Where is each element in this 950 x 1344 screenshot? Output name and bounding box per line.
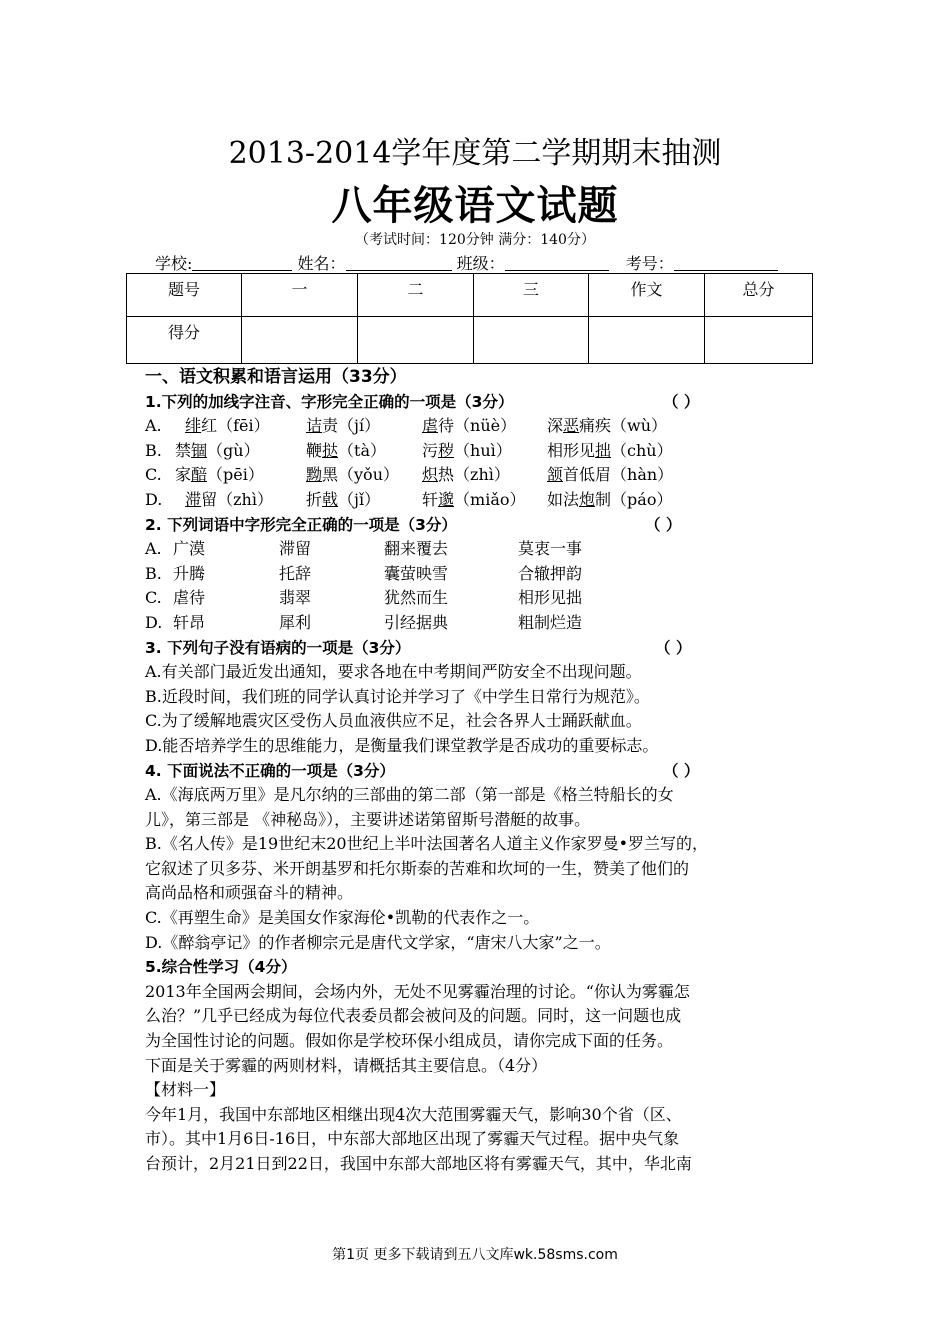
option-item: 托辞 [279, 563, 312, 583]
question-3-stem: 3. 下列句子没有语病的一项是（3分） [145, 638, 411, 657]
question-5-text: 市）。其中1月6日-16日，中东部大部地区出现了雾霾天气过程。据中央气象 [145, 1129, 680, 1149]
option-item: 升腾 [173, 563, 206, 583]
name-label: 姓名： [297, 254, 346, 273]
option-letter: B. [145, 563, 162, 583]
option-item: 虐待 [173, 588, 206, 608]
exam-content [145, 365, 825, 1177]
score-cell [474, 317, 589, 364]
question-1 [145, 390, 825, 415]
option-item: 家醅（pēi） [175, 465, 264, 485]
question-5-text: 么治？”几乎已经成为每位代表委员都会被问及的问题。同时，这一问题也成 [145, 1006, 682, 1026]
answer-paren: （ ） [645, 515, 682, 534]
option-item: 合辙押韵 [518, 563, 583, 583]
score-table [126, 273, 813, 364]
option-item: 诘责（jí） [306, 416, 381, 436]
score-row-label: 得分 [127, 317, 242, 364]
option-letter: C. [145, 465, 162, 485]
option-item: 折戟（jǐ） [306, 489, 381, 509]
answer-paren: （ ） [663, 392, 700, 411]
question-5-stem: 5.综合性学习（4分） [145, 958, 297, 977]
option-item: 相形见拙 [518, 588, 583, 608]
question-5-text: 台预计，2月21日到22日，我国中东部大部地区将有雾霾天气，其中，华北南 [145, 1154, 692, 1173]
question-3-option: B.近段时间，我们班的同学认真讨论并学习了《中学生日常行为规范》。 [145, 686, 650, 706]
option-item: 如法炮制（páo） [547, 489, 673, 509]
table-header-cell: 三 [474, 274, 589, 317]
option-letter: C. [145, 588, 162, 608]
option-item: 轩邈（miǎo） [422, 489, 526, 509]
option-item: 莫衷一事 [518, 539, 583, 559]
question-2-stem: 2. 下列词语中字形完全正确的一项是（3分） [145, 515, 457, 534]
question-5-text: 2013年全国两会期间，会场内外，无处不见雾霾治理的讨论。“你认为雾霾怎 [145, 981, 690, 1001]
option-item: 引经据典 [384, 612, 449, 632]
question-1-stem: 1.下列的加线字注音、字形完全正确的一项是（3分） [145, 392, 514, 411]
option-item: 滞留 [279, 539, 312, 559]
option-row [145, 537, 825, 562]
option-item: 虐待（nüè） [422, 416, 517, 436]
option-item: 轩昂 [173, 612, 206, 632]
score-cell [589, 317, 705, 364]
question-4-text: 它叙述了贝多芬、米开朗基罗和托尔斯泰的苦难和坎坷的一生，赞美了他们的 [145, 858, 690, 878]
question-2 [145, 513, 825, 538]
option-item: 翡翠 [279, 588, 312, 608]
question-1-options [145, 414, 825, 512]
name-blank [346, 254, 452, 271]
score-cell [358, 317, 474, 364]
class-label: 班级： [456, 254, 505, 273]
page-footer: 第1页 更多下载请到五八文库wk.58sms.com [332, 1247, 618, 1263]
option-letter: D. [145, 612, 163, 632]
section-1-title: 一、语文积累和语言运用（33分） [145, 367, 407, 387]
option-item: 滞留（zhì） [185, 489, 273, 509]
question-5-text: 下面是关于雾霾的两则材料，请概括其主要信息。（4分） [145, 1055, 548, 1075]
option-item: 深恶痛疾（wù） [547, 416, 668, 436]
table-header-cell: 二 [358, 274, 474, 317]
option-row [145, 463, 825, 488]
student-info-line [155, 251, 778, 274]
option-letter: A. [145, 416, 162, 436]
option-item: 鞭挞（tà） [306, 440, 387, 460]
material-1-heading: 【材料一】 [145, 1080, 226, 1100]
option-letter: D. [145, 489, 163, 509]
question-5-text: 今年1月，我国中东部地区相继出现4次大范围雾霾天气，影响30个省（区、 [145, 1104, 682, 1124]
table-header-cell: 作文 [589, 274, 705, 317]
question-4-text: 儿》，第三部是 《神秘岛》），主要讲述诺第留斯号潜艇的故事。 [145, 809, 591, 829]
question-4-text: A.《海底两万里》是凡尔纳的三部曲的第二部（第一部是《格兰特船长的女 [145, 785, 674, 805]
option-item: 黝黑（yǒu） [306, 465, 399, 485]
question-3 [145, 636, 825, 661]
question-3-option: D.能否培养学生的思维能力，是衡量我们课堂教学是否成功的重要标志。 [145, 735, 659, 755]
option-item: 炽热（zhì） [422, 465, 510, 485]
option-item: 污秽（huì） [422, 440, 512, 460]
option-item: 犀利 [279, 612, 312, 632]
exam-time-info: （考试时间：120分钟 满分：140分） [355, 232, 595, 248]
question-4-text: 高尚品格和顽强奋斗的精神。 [145, 883, 354, 903]
score-cell [242, 317, 358, 364]
option-row [145, 488, 825, 513]
score-table-header-row [127, 274, 813, 317]
class-blank [505, 254, 609, 271]
answer-paren: （ ） [655, 638, 692, 657]
option-row [145, 562, 825, 587]
exam-subject-title: 八年级语文试题 [331, 183, 619, 229]
exam-no-label: 考号： [625, 254, 674, 273]
option-row [145, 611, 825, 636]
score-table-score-row [127, 317, 813, 364]
option-item: 禁锢（gù） [175, 440, 260, 460]
question-3-option: A.有关部门最近发出通知，要求各地在中考期间严防安全不出现问题。 [145, 662, 642, 682]
option-item: 翻来覆去 [384, 539, 449, 559]
question-3-option: C.为了缓解地震灾区受伤人员血液供应不足，社会各界人士踊跃献血。 [145, 711, 642, 731]
option-item: 相形见拙（chù） [547, 440, 673, 460]
option-item: 囊萤映雪 [384, 563, 449, 583]
option-item: 广漠 [173, 539, 206, 559]
answer-paren: （ ） [663, 761, 700, 780]
exam-no-blank [674, 254, 778, 271]
score-cell [705, 317, 813, 364]
table-header-cell: 总分 [705, 274, 813, 317]
option-row [145, 414, 825, 439]
question-4-stem: 4. 下面说法不正确的一项是（3分） [145, 761, 395, 780]
option-item: 颔首低眉（hàn） [547, 465, 674, 485]
question-2-options [145, 537, 825, 635]
question-4 [145, 759, 825, 784]
exam-term-title: 2013-2014学年度第二学期期末抽测 [228, 136, 722, 171]
option-item: 犹然而生 [384, 588, 449, 608]
option-row [145, 439, 825, 464]
option-letter: A. [145, 539, 162, 559]
option-letter: B. [145, 440, 162, 460]
question-4-text: B.《名人传》是19世纪末20世纪上半叶法国著名人道主义作家罗曼•罗兰写的， [145, 834, 709, 854]
school-blank [192, 254, 292, 271]
question-4-text: D.《醉翁亭记》的作者柳宗元是唐代文学家，“唐宋八大家”之一。 [145, 932, 611, 952]
table-header-cell: 一 [242, 274, 358, 317]
table-header-cell: 题号 [127, 274, 242, 317]
school-label: 学校: [155, 254, 193, 273]
option-item: 粗制烂造 [518, 612, 583, 632]
option-row [145, 586, 825, 611]
option-item: 绯红（fēi） [185, 416, 270, 436]
question-4-text: C.《再塑生命》是美国女作家海伦•凯勒的代表作之一。 [145, 908, 540, 928]
question-5-text: 为全国性讨论的问题。假如你是学校环保小组成员，请你完成下面的任务。 [145, 1031, 674, 1051]
